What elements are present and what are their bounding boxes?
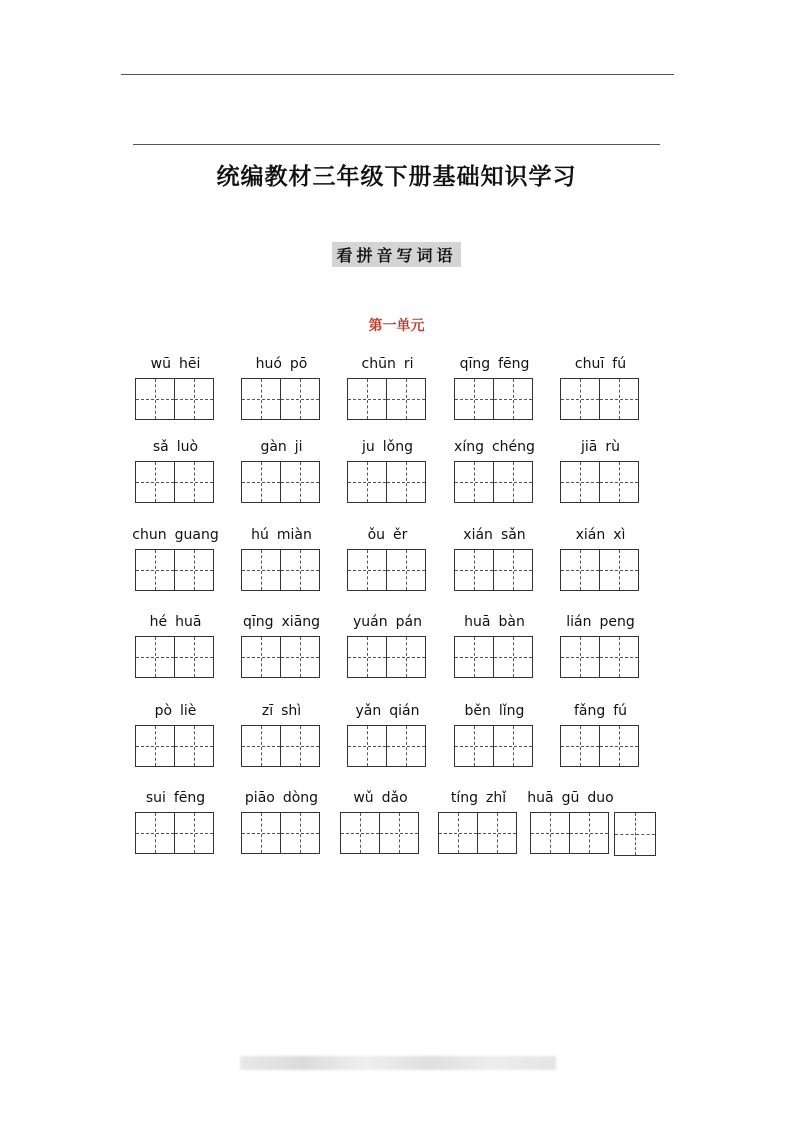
pinyin-syllable: xiāng (281, 614, 321, 630)
pinyin-syllable: xíng (454, 439, 484, 455)
pinyin-label (115, 356, 236, 372)
pinyin-syllable: gàn (260, 439, 287, 455)
writing-grid (454, 725, 533, 767)
writing-cell[interactable] (493, 725, 533, 767)
pinyin-label (327, 614, 448, 630)
writing-cell[interactable] (340, 812, 380, 854)
writing-grid (454, 461, 533, 503)
writing-cell[interactable] (347, 549, 387, 591)
footer-watermark (240, 1056, 556, 1070)
writing-cell[interactable] (280, 636, 320, 678)
writing-cell[interactable] (174, 549, 214, 591)
writing-cell[interactable] (174, 812, 214, 854)
pinyin-syllable: guang (174, 527, 219, 543)
writing-cell[interactable] (135, 378, 175, 420)
pinyin-label (327, 527, 448, 543)
pinyin-syllable: miàn (276, 527, 312, 543)
writing-cell[interactable] (280, 461, 320, 503)
pinyin-syllable: xián (575, 527, 606, 543)
pinyin-syllable: chéng (491, 439, 535, 455)
writing-grid (135, 812, 214, 854)
writing-cell[interactable] (454, 378, 494, 420)
writing-cell[interactable] (493, 549, 533, 591)
writing-grid (135, 549, 214, 591)
pinyin-label (540, 356, 661, 372)
writing-cell[interactable] (386, 549, 426, 591)
writing-grid (454, 636, 533, 678)
writing-grid (347, 725, 426, 767)
writing-grid (347, 636, 426, 678)
writing-cell[interactable] (135, 461, 175, 503)
writing-cell[interactable] (386, 636, 426, 678)
pinyin-syllable: dǎo (381, 790, 408, 806)
pinyin-label (115, 614, 236, 630)
writing-cell[interactable] (135, 636, 175, 678)
pinyin-syllable: sǎn (500, 527, 526, 543)
writing-cell[interactable] (477, 812, 517, 854)
pinyin-syllable: huā (464, 614, 491, 630)
pinyin-label (221, 527, 342, 543)
writing-cell[interactable] (454, 725, 494, 767)
writing-cell[interactable] (454, 549, 494, 591)
writing-grid (438, 812, 517, 854)
writing-grid (560, 549, 639, 591)
pinyin-syllable: qīng (242, 614, 274, 630)
writing-grid (347, 461, 426, 503)
pinyin-syllable: fēng (498, 356, 530, 372)
writing-cell[interactable] (241, 725, 281, 767)
writing-grid (135, 461, 214, 503)
writing-cell[interactable] (135, 812, 175, 854)
pinyin-syllable: lián (566, 614, 592, 630)
pinyin-syllable: xì (613, 527, 626, 543)
writing-cell[interactable] (174, 636, 214, 678)
pinyin-label (434, 703, 555, 719)
writing-cell[interactable] (241, 636, 281, 678)
writing-grid (454, 378, 533, 420)
page-title: 统编教材三年级下册基础知识学习 (216, 164, 577, 190)
pinyin-syllable: xián (463, 527, 493, 543)
writing-cell[interactable] (347, 378, 387, 420)
writing-cell[interactable] (347, 725, 387, 767)
writing-grid (340, 812, 419, 854)
writing-cell[interactable] (386, 378, 426, 420)
pinyin-syllable: sui (145, 790, 166, 806)
pinyin-label (540, 527, 661, 543)
pinyin-syllable: huā (175, 614, 202, 630)
pinyin-label (540, 439, 661, 455)
writing-cell[interactable] (135, 549, 175, 591)
writing-cell[interactable] (599, 549, 639, 591)
writing-cell[interactable] (599, 461, 639, 503)
pinyin-label (434, 614, 555, 630)
pinyin-label (327, 356, 448, 372)
writing-cell[interactable] (241, 549, 281, 591)
pinyin-syllable: fú (613, 703, 628, 719)
writing-cell[interactable] (174, 461, 214, 503)
writing-cell[interactable] (438, 812, 478, 854)
pinyin-syllable: hēi (178, 356, 201, 372)
pinyin-label (221, 356, 342, 372)
unit-heading: 第一单元 (368, 318, 425, 334)
writing-grid (560, 461, 639, 503)
pinyin-label (221, 614, 342, 630)
pinyin-syllable: liè (180, 703, 197, 719)
pinyin-syllable: pò (154, 703, 173, 719)
writing-cell[interactable] (280, 378, 320, 420)
pinyin-syllable: gū (561, 790, 580, 806)
section-heading-wrap (0, 242, 793, 267)
writing-cell[interactable] (379, 812, 419, 854)
pinyin-label (115, 703, 236, 719)
pinyin-syllable: chūn (361, 356, 396, 372)
writing-grid (135, 636, 214, 678)
writing-cell[interactable] (454, 461, 494, 503)
pinyin-syllable: chun (132, 527, 167, 543)
pinyin-syllable: tíng (450, 790, 478, 806)
pinyin-syllable: lǐng (498, 703, 525, 719)
pinyin-label (115, 527, 236, 543)
pinyin-syllable: fú (612, 356, 627, 372)
writing-grid (241, 725, 320, 767)
title-rule (133, 144, 660, 145)
writing-grid (347, 378, 426, 420)
pinyin-label (434, 527, 555, 543)
pinyin-syllable: luò (176, 439, 199, 455)
pinyin-syllable: ěr (393, 527, 408, 543)
pinyin-syllable: lǒng (382, 439, 413, 455)
writing-cell[interactable] (560, 636, 600, 678)
writing-grid (135, 378, 214, 420)
writing-cell[interactable] (347, 636, 387, 678)
pinyin-syllable: duo (587, 790, 614, 806)
writing-grid (241, 378, 320, 420)
pinyin-syllable: dòng (282, 790, 319, 806)
writing-grid (241, 812, 320, 854)
pinyin-syllable: yǎn (355, 703, 382, 719)
writing-cell[interactable] (241, 812, 281, 854)
pinyin-syllable: zī (261, 703, 274, 719)
pinyin-label (540, 703, 661, 719)
pinyin-label (221, 703, 342, 719)
writing-cell[interactable] (174, 725, 214, 767)
writing-grid (241, 636, 320, 678)
writing-cell[interactable] (530, 812, 570, 854)
writing-cell[interactable] (386, 725, 426, 767)
writing-cell[interactable] (560, 378, 600, 420)
pinyin-syllable: fēng (173, 790, 206, 806)
pinyin-syllable: fǎng (573, 703, 606, 719)
writing-cell[interactable] (135, 725, 175, 767)
pinyin-syllable: ǒu (367, 527, 386, 543)
pinyin-syllable: wǔ (353, 790, 374, 806)
pinyin-label (115, 790, 236, 806)
writing-cell[interactable] (560, 461, 600, 503)
pinyin-syllable: rù (605, 439, 620, 455)
pinyin-label (327, 439, 448, 455)
pinyin-label (327, 703, 448, 719)
pinyin-syllable: yuán (353, 614, 388, 630)
pinyin-syllable: jiā (581, 439, 598, 455)
writing-grid (454, 549, 533, 591)
pinyin-label (115, 439, 236, 455)
pinyin-syllable: bàn (498, 614, 525, 630)
writing-cell[interactable] (454, 636, 494, 678)
writing-cell[interactable] (599, 636, 639, 678)
pinyin-syllable: sǎ (152, 439, 169, 455)
pinyin-label (221, 439, 342, 455)
writing-grid (560, 636, 639, 678)
pinyin-syllable: ji (294, 439, 303, 455)
writing-cell[interactable] (599, 725, 639, 767)
writing-grid (135, 725, 214, 767)
pinyin-syllable: běn (464, 703, 491, 719)
writing-cell[interactable] (280, 549, 320, 591)
pinyin-label (434, 439, 555, 455)
pinyin-syllable: huó (255, 356, 282, 372)
pinyin-syllable: pō (289, 356, 308, 372)
writing-cell[interactable] (386, 461, 426, 503)
writing-cell[interactable] (493, 461, 533, 503)
pinyin-syllable: hé (149, 614, 168, 630)
pinyin-syllable: ju (362, 439, 375, 455)
pinyin-syllable: piāo (244, 790, 275, 806)
pinyin-syllable: zhǐ (486, 790, 507, 806)
writing-cell[interactable] (614, 812, 656, 856)
pinyin-syllable: chuī (574, 356, 605, 372)
pinyin-syllable: wū (150, 356, 171, 372)
pinyin-syllable: qīng (459, 356, 491, 372)
pinyin-syllable: pán (395, 614, 422, 630)
writing-cell[interactable] (493, 378, 533, 420)
writing-cell[interactable] (241, 461, 281, 503)
writing-grid (560, 378, 639, 420)
header-rule (121, 74, 674, 75)
section-heading: 看拼音写词语 (332, 242, 460, 267)
writing-grid (241, 549, 320, 591)
pinyin-label (540, 614, 661, 630)
pinyin-label (510, 790, 631, 806)
writing-cell[interactable] (347, 461, 387, 503)
writing-grid (560, 725, 639, 767)
writing-grid (347, 549, 426, 591)
writing-cell[interactable] (174, 378, 214, 420)
writing-cell[interactable] (599, 378, 639, 420)
pinyin-label (434, 356, 555, 372)
writing-cell[interactable] (241, 378, 281, 420)
writing-cell[interactable] (560, 549, 600, 591)
writing-cell[interactable] (280, 725, 320, 767)
pinyin-syllable: ri (403, 356, 414, 372)
pinyin-syllable: peng (599, 614, 635, 630)
writing-cell[interactable] (569, 812, 609, 854)
writing-grid-extra (614, 812, 656, 856)
writing-cell[interactable] (493, 636, 533, 678)
pinyin-syllable: qián (389, 703, 420, 719)
pinyin-syllable: shì (281, 703, 302, 719)
writing-cell[interactable] (560, 725, 600, 767)
writing-grid (530, 812, 609, 854)
pinyin-syllable: hú (251, 527, 269, 543)
writing-grid (241, 461, 320, 503)
writing-cell[interactable] (280, 812, 320, 854)
pinyin-syllable: huā (527, 790, 554, 806)
